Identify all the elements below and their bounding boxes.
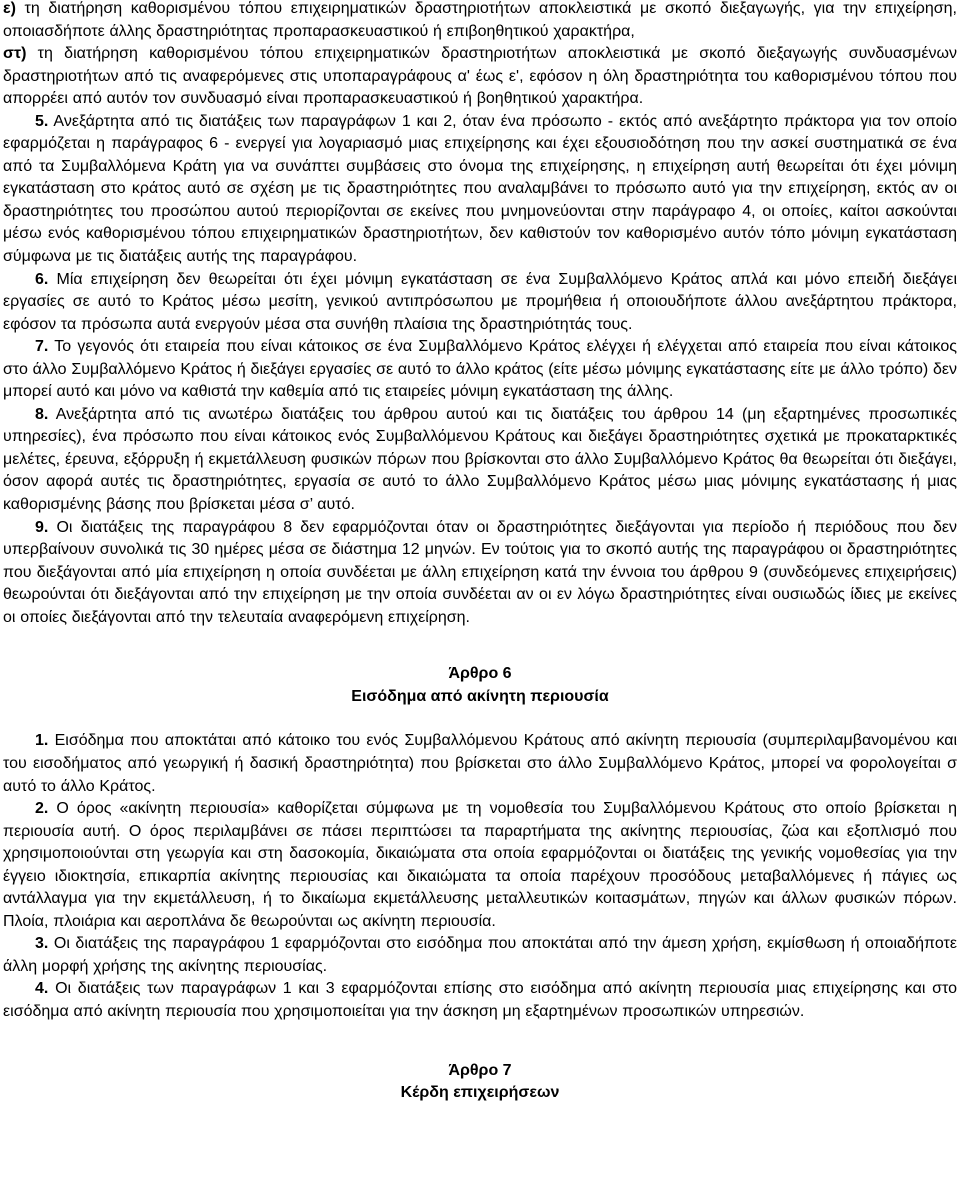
paragraph-text: Μία επιχείρηση δεν θεωρείται ότι έχει μόνιμη εγκατάσταση σε ένα Συμβαλλόμενο Κράτος απλά και μόνο επειδή διεξάγει εργασίες σε αυτό το Κράτος μέσω μεσίτη, γενικού αντιπρόσωπου με προμήθεια ή οποιουδήποτε άλλου ανεξάρτητου πράκτορα, εφόσον τα πρόσωπα αυτά ενεργούν μέσα στα συνήθη πλαίσια της δραστηριότητάς τους. [3, 270, 957, 333]
article-6-paragraph-3 [3, 933, 957, 978]
article-6-paragraph-1 [3, 730, 957, 798]
paragraph-number: 8. [35, 405, 49, 423]
paragraph-text: Οι διατάξεις της παραγράφου 8 δεν εφαρμόζονται όταν οι δραστηριότητες διεξάγονται για περίοδο ή περιόδους που δεν υπερβαίνουν συνολικά τις 30 ημέρες μέσα σε διάστημα 12 μηνών. Εν τούτοις για το σκοπό αυτής της παραγράφου οι δραστηριότητες που διεξάγονται από μία επιχείρηση η οποία συνδέεται με άλλη επιχείρηση κατά την έννοια του άρθρου 9 (συνδεόμενες επιχειρήσεις) θεωρούνται ότι διεξάγονται από την επιχείρηση με την οποία συνδέεται αν οι εν λόγω δραστηριότητες είναι ουσιωδώς ίδιες με εκείνες οι οποίες διεξάγονται από την τελευταία αναφερόμενη επιχείρηση. [3, 518, 957, 626]
paragraph-text: Ανεξάρτητα από τις ανωτέρω διατάξεις του άρθρου αυτού και τις διατάξεις του άρθρου 14 (μη εξαρτημένες προσωπικές υπηρεσίες), ένα πρόσωπο που είναι κάτοικος ενός Συμβαλλόμενου Κράτους και διεξάγει δραστηριότητες σχετικά με προκαταρκτικές μελέτες, έρευνα, εξόρρυξη ή εκμετάλλευση φυσικών πόρων που βρίσκονται στο άλλο Συμβαλλόμενο Κράτος θα θεωρείται ότι διεξάγει, όσον αφορά αυτές τις δραστηριότητες, εργασία σε αυτό το άλλο Συμβαλλόμενο Κράτος μέσω μιας μόνιμης εγκατάστασης ή μιας καθορισμένης βάσης που βρίσκεται μέσα σ’ αυτό. [3, 405, 957, 514]
paragraph-number: 5. [35, 112, 49, 130]
paragraph-number: 4. [35, 980, 49, 998]
paragraph-text: Ο όρος «ακίνητη περιουσία» καθορίζεται σύμφωνα με τη νομοθεσία του Συμβαλλόμενου Κράτους στο οποίο βρίσκεται η περιουσία αυτή. Ο όρος περιλαμβάνει σε πάσει περιπτώσει τα παραρτήματα της ακίνητης περιουσίας, ζώα και εξοπλισμό που χρησιμοποιούνται στη γεωργία και στη δασοκομία, δικαιώματα στα οποία εφαρμόζονται οι διατάξεις της γενικής νομοθεσίας για την έγγειο ιδιοκτησία, επικαρπία ακίνητης περιουσίας και δικαιώματα τα οποία παρέχουν προσόδους μεταβαλλόμενες ή πάγιες ως αντάλλαγμα για την εκμετάλλευση, ή το δικαίωμα εκμετάλλευσης μεταλλευτικών κοιτασμάτων, πηγών και άλλων φυσικών πόρων. Πλοία, πλοιάρια και αεροπλάνα δε θεωρούνται ως ακίνητη περιουσία. [3, 800, 957, 930]
document-page [3, 0, 957, 1105]
paragraph-number: 9. [35, 518, 49, 536]
paragraph-text: Οι διατάξεις των παραγράφων 1 και 3 εφαρμόζονται επίσης στο εισόδημα από ακίνητη περιουσία μιας επιχείρησης και στο εισόδημα από ακίνητη περιουσία που χρησιμοποιείται για την άσκηση μη εξαρτημένων προσωπικών υπηρεσιών. [3, 980, 957, 1020]
paragraph-number: 2. [35, 800, 49, 818]
spacer [3, 1024, 957, 1060]
spacer [3, 708, 957, 730]
paragraph-number: 3. [35, 935, 49, 953]
article-7-heading: Άρθρο 7 [448, 1061, 512, 1079]
item-text: τη διατήρηση καθορισμένου τόπου επιχειρηματικών δραστηριοτήτων αποκλειστικά με σκοπό διεξαγωγής συνδυασμένων δραστηριοτήτων από τις αναφερόμενες στις υποπαραγράφους α' έως ε', εφόσον η όλη δραστηριότητα του καθορισμένου τόπου που απορρέει από αυτόν τον συνδυασμό είναι προπαρασκευαστικού ή βοηθητικού χαρακτήρα. [3, 45, 957, 108]
article-6-paragraph-2 [3, 798, 957, 933]
spacer [3, 629, 957, 663]
paragraph-number: 6. [35, 270, 49, 288]
paragraph-6 [3, 269, 957, 337]
paragraph-9 [3, 517, 957, 630]
item-marker: στ) [3, 45, 27, 63]
paragraph-number: 7. [35, 338, 49, 356]
item-st [3, 43, 957, 111]
paragraph-8 [3, 404, 957, 517]
article-7-title: Κέρδη επιχειρήσεων [400, 1084, 560, 1102]
paragraph-text: Ανεξάρτητα από τις διατάξεις των παραγράφων 1 και 2, όταν ένα πρόσωπο - εκτός από ανεξάρτητο πράκτορα για τον οποίο εφαρμόζεται η παράγραφος 6 - ενεργεί για λογαριασμό μιας επιχείρησης και έχει εξουσιοδότηση που την ασκεί συστηματικά σε ένα από τα Συμβαλλόμενα Κράτη για να συνάπτει συμβάσεις στο όνομα της επιχείρησης, η επιχείρηση αυτή θεωρείται ότι έχει μόνιμη εγκατάσταση στο κράτος αυτό σε σχέση με τις δραστηριότητες που αναλαμβάνει το πρόσωπο αυτό για την επιχείρηση, εκτός αν οι δραστηριότητες του προσώπου αυτού περιορίζονται σε εκείνες που μνημονεύονται στην παράγραφο 4, οι οποίες, καίτοι ασκούνται μέσω ενός καθορισμένου τόπου επιχειρηματικών δραστηριοτήτων, δεν καθιστούν τον καθορισμένο αυτόν τόπο μόνιμη εγκατάσταση σύμφωνα με τις διατάξεις αυτής της παραγράφου. [3, 112, 957, 266]
paragraph-text: Εισόδημα που αποκτάται από κάτοικο του ενός Συμβαλλόμενου Κράτους από ακίνητη περιουσία (συμπεριλαμβανομένου και του εισοδήματος από γεωργική ή δασική δραστηριότητα) που βρίσκεται στο άλλο Συμβαλλόμενο Κράτος, μπορεί να φορολογείται σ αυτό το άλλο Κράτος. [3, 732, 957, 795]
item-text: τη διατήρηση καθορισμένου τόπου επιχειρηματικών δραστηριοτήτων αποκλειστικά με σκοπό διεξαγωγής, για την επιχείρηση, οποιασδήποτε άλλης δραστηριότητας προπαρασκευαστικού ή επιβοηθητικού χαρακτήρα, [3, 0, 957, 40]
article-6-paragraph-4 [3, 978, 957, 1023]
paragraph-text: Οι διατάξεις της παραγράφου 1 εφαρμόζονται στο εισόδημα που αποκτάται από την άμεση χρήση, εκμίσθωση ή οποιαδήποτε άλλη μορφή χρήσης της ακίνητης περιουσίας. [3, 935, 957, 975]
item-marker: ε) [3, 0, 16, 17]
article-6-title: Εισόδημα από ακίνητη περιουσία [351, 687, 609, 705]
paragraph-number: 1. [35, 732, 49, 750]
paragraph-5 [3, 111, 957, 269]
item-e [3, 0, 957, 43]
article-6-heading: Άρθρο 6 [448, 665, 512, 683]
paragraph-text: Το γεγονός ότι εταιρεία που είναι κάτοικος σε ένα Συμβαλλόμενο Κράτος ελέγχει ή ελέγχεται από εταιρεία που είναι κάτοικος στο άλλο Συμβαλλόμενο Κράτος ή διεξάγει εργασίες σε αυτό το άλλο κράτος (είτε μέσω μόνιμης εγκατάστασης είτε με άλλο τρόπο) δεν μπορεί αυτό και μόνο να καθιστά την καθεμία από τις εταιρείες μόνιμη εγκατάσταση της άλλης. [3, 338, 957, 401]
paragraph-7 [3, 336, 957, 404]
